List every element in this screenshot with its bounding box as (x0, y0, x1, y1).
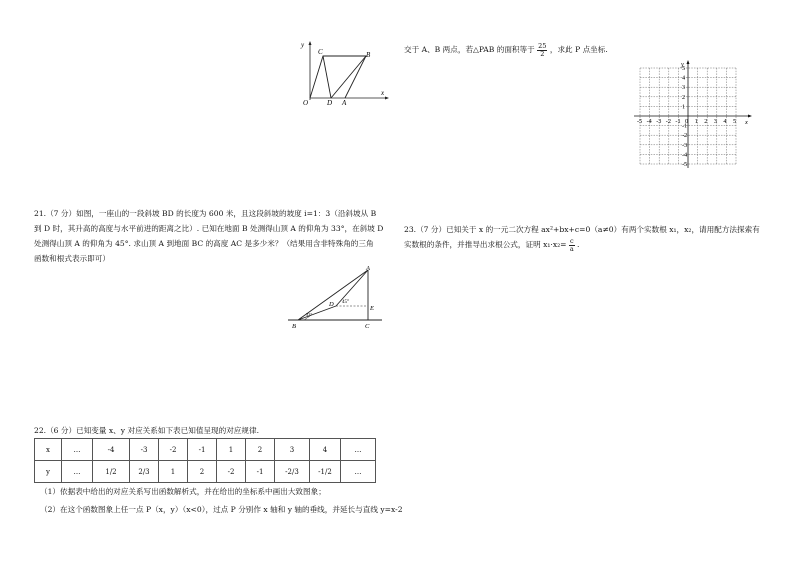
continuation-text-before: 交于 A、B 两点，若△PAB 的面积等于 (404, 45, 535, 54)
question-23 (404, 222, 784, 253)
grid-x-label: x (745, 119, 748, 126)
grid-y-tick: 4 (682, 74, 686, 82)
grid-y-tick: 1 (682, 103, 686, 111)
q21-line-2: 到 D 时，其升高的高度与水平前进的距离之比）. 已知在地面 B 处测得山顶 A 的仰角为 33°，在斜坡 D (34, 224, 384, 233)
question-continuation (404, 42, 608, 58)
table-cell-y-2: 1/2 (93, 461, 130, 483)
mountain-figure (286, 262, 386, 334)
q22-part-1: （1）依据表中给出的对应关系写出函数解析式，并在给出的坐标系中画出大致图象； (40, 487, 326, 496)
grid-x-tick: -4 (646, 118, 652, 125)
grid-y-tick: -3 (682, 141, 688, 149)
grid-x-tick: 0 (685, 118, 689, 125)
area-fraction-num: 25 (538, 41, 547, 50)
label-angle-33: 33° (306, 312, 313, 317)
table-cell-y-6: -2 (217, 461, 246, 483)
coordinate-grid (632, 60, 754, 172)
question-21 (34, 206, 394, 266)
slope-bd (298, 306, 336, 320)
q23-line-2 (404, 237, 784, 253)
q21-line-3: 处测得山顶 A 的仰角为 45°. 求山顶 A 到地面 BC 的高度 AC 是多少米？（结果用含非特殊角的三角 (34, 239, 374, 248)
q22-part-2: （2）在这个函数图象上任一点 P（x，y）（x<0），过点 P 分别作 x 轴和 y 轴的垂线，并延长与直线 y=x-2 (40, 505, 403, 514)
grid-y-tick: -2 (682, 132, 688, 140)
table-cell-y-5: 2 (188, 461, 217, 483)
q23-fraction-num: c (569, 236, 574, 245)
label-a: A (342, 99, 347, 107)
grid-y-tick: -5 (682, 161, 688, 168)
grid-x-tick: -5 (637, 118, 643, 125)
grid-y-tick: 5 (682, 65, 686, 72)
table-cell-x-4: -2 (159, 439, 188, 461)
label-o: O (303, 99, 309, 107)
grid-y-label: y (681, 61, 684, 68)
grid-x-tick: 3 (713, 118, 717, 125)
q23-fraction (569, 238, 575, 253)
table-row-x (35, 439, 376, 461)
line-da (336, 270, 368, 306)
table-cell-y-9: -1/2 (310, 461, 341, 483)
label-x: x (381, 89, 385, 97)
label-d: D (329, 301, 334, 308)
table-cell-x-9: 4 (310, 439, 341, 461)
label-b: B (366, 51, 371, 59)
area-fraction-den: 2 (540, 49, 545, 58)
label-angle-45: 45° (342, 300, 349, 305)
area-fraction (537, 43, 547, 58)
table-cell-x-0: x (35, 439, 62, 461)
continuation-text-after: ，求此 P 点坐标. (549, 45, 608, 54)
table-cell-y-8: -2/3 (275, 461, 310, 483)
table-cell-y-10: … (341, 461, 376, 483)
label-c: C (318, 48, 323, 56)
parallelogram-figure (296, 38, 396, 108)
label-b: B (292, 323, 296, 330)
table-cell-x-10: … (341, 439, 376, 461)
table-cell-x-5: -1 (188, 439, 217, 461)
grid-y-tick: -4 (682, 151, 688, 159)
table-cell-x-2: -4 (93, 439, 130, 461)
table-cell-x-6: 1 (217, 439, 246, 461)
table-cell-y-7: -1 (246, 461, 275, 483)
q22-title: 22.（6 分）已知变量 x、y 对应关系如下表已知值呈现的对应规律. (34, 426, 259, 435)
label-e: E (370, 305, 374, 312)
table-cell-x-3: -3 (130, 439, 159, 461)
grid-y-tick: -1 (682, 122, 688, 130)
table-cell-x-8: 3 (275, 439, 310, 461)
table-cell-y-1: … (62, 461, 93, 483)
table-cell-y-4: 1 (159, 461, 188, 483)
q23-line-1: 23.（7 分）已知关于 x 的一元二次方程 ax²+bx+c=0（a≠0）有两个实数根 x₁，x₂，请用配方法探索有 (404, 225, 760, 234)
grid-x-tick: 4 (723, 118, 727, 125)
table-cell-x-1: … (62, 439, 93, 461)
grid-x-tick: -3 (656, 118, 662, 125)
grid-y-tick: 3 (682, 84, 686, 92)
q21-line-4: 函数和根式表示即可） (34, 254, 110, 263)
grid-x-tick: -1 (675, 118, 681, 125)
table-cell-y-3: 2/3 (130, 461, 159, 483)
q23-fraction-den: a (569, 244, 574, 253)
label-a: A (366, 265, 370, 272)
label-d: D (327, 99, 333, 107)
table-cell-x-7: 2 (246, 439, 275, 461)
grid-x-tick: 1 (694, 118, 698, 125)
grid-x-tick: 5 (733, 118, 737, 125)
label-y: y (301, 41, 305, 49)
grid-x-tick: -2 (665, 118, 671, 125)
grid-y-tick: 2 (682, 93, 686, 101)
table-row-y (35, 461, 376, 483)
grid-x-tick: 2 (704, 118, 708, 125)
q21-line-1: 21.（7 分）如图，一座山的一段斜坡 BD 的长度为 600 米，且这段斜坡的坡度 i=1：3（沿斜坡从 B (34, 209, 377, 218)
label-c: C (365, 323, 370, 330)
q23-line-2-text: 实数根的条件，并推导出求根公式，证明 x₁·x₂= (404, 240, 567, 249)
value-table (34, 438, 376, 483)
table-cell-y-0: y (35, 461, 62, 483)
quadrilateral (310, 56, 366, 98)
q23-line-2-end: . (577, 240, 580, 249)
